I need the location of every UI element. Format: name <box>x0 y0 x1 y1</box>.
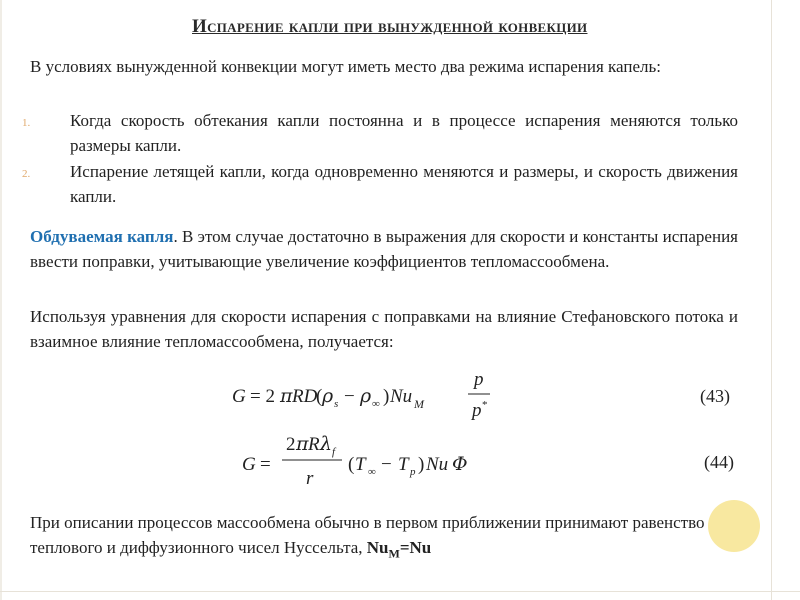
svg-text:r: r <box>306 468 314 489</box>
nu-base: Nu <box>366 538 389 557</box>
nu-subscript: M <box>388 546 400 561</box>
svg-text:G: G <box>232 386 246 407</box>
svg-text:−: − <box>344 386 355 407</box>
svg-text:λ: λ <box>320 433 333 455</box>
slide-title: Испарение капли при вынужденной конвекции <box>192 16 588 37</box>
svg-text:Nu: Nu <box>390 386 413 407</box>
nusselt-equality <box>366 538 432 561</box>
svg-text:R: R <box>308 434 320 455</box>
svg-text:T: T <box>398 454 409 475</box>
svg-text:s: s <box>334 398 339 410</box>
formula-43 <box>228 368 518 424</box>
blown-drop-paragraph <box>30 224 738 274</box>
blown-drop-term: Обдуваемая капля <box>30 227 174 246</box>
svg-text:=: = <box>260 454 271 475</box>
svg-text:p: p <box>472 400 482 421</box>
svg-text:): ) <box>383 386 390 407</box>
svg-text:∞: ∞ <box>368 466 376 478</box>
svg-text:π: π <box>296 433 309 455</box>
svg-text:Nu: Nu <box>426 454 449 475</box>
svg-text:p: p <box>474 369 484 390</box>
svg-text:ρ: ρ <box>322 385 334 407</box>
list-number-1: 1. <box>22 117 31 129</box>
svg-text:*: * <box>482 399 488 411</box>
frame-line-right <box>771 0 772 600</box>
svg-text:(: ( <box>316 386 323 407</box>
bottom-paragraph <box>30 510 742 566</box>
list-item-2: Испарение летящей капли, когда одновременно меняются и размеры, и скорость движения капли. <box>70 162 738 206</box>
svg-text:2: 2 <box>286 434 296 455</box>
svg-text:RD: RD <box>292 386 318 407</box>
svg-text:−: − <box>381 454 392 475</box>
frame-line-bottom <box>0 591 800 592</box>
list-number-2: 2. <box>22 168 31 180</box>
svg-text:ρ: ρ <box>360 385 372 407</box>
bottom-text: При описании процессов массообмена обычно в первом приближении принимают равенство теплового и диффузионного чисел Нуссельта, <box>30 513 705 557</box>
svg-text:M: M <box>414 397 424 411</box>
svg-text:= 2: = 2 <box>250 386 275 407</box>
svg-text:G: G <box>242 454 256 475</box>
formula-44 <box>238 430 498 492</box>
intro-paragraph: В условиях вынужденной конвекции могут иметь место два режима испарения капель: <box>30 57 661 76</box>
svg-text:Φ: Φ <box>452 453 468 475</box>
frame-line-left <box>0 0 2 600</box>
svg-text:π: π <box>280 385 293 407</box>
svg-text:∞: ∞ <box>372 398 380 410</box>
nu-tail: =Nu <box>399 538 432 557</box>
blown-drop-text: . В этом случае достаточно в выражения для скорости и константы испарения ввести поправки, учитывающие увеличение коэффициентов тепломассообмена. <box>30 227 738 271</box>
list-item-1: Когда скорость обтекания капли постоянна и в процессе испарения меняются только размеры капли. <box>70 111 738 155</box>
svg-text:f: f <box>332 446 336 458</box>
svg-text:T: T <box>355 454 366 475</box>
equation-number-44: (44) <box>704 452 734 472</box>
equation-number-43: (43) <box>700 386 730 406</box>
using-equations-paragraph: Используя уравнения для скорости испарения с поправками на влияние Стефановского потока и взаимное влияние тепломассообмена, получается: <box>30 307 738 351</box>
svg-text:p: p <box>410 466 416 478</box>
svg-text:(: ( <box>348 454 355 475</box>
svg-text:): ) <box>418 454 425 475</box>
